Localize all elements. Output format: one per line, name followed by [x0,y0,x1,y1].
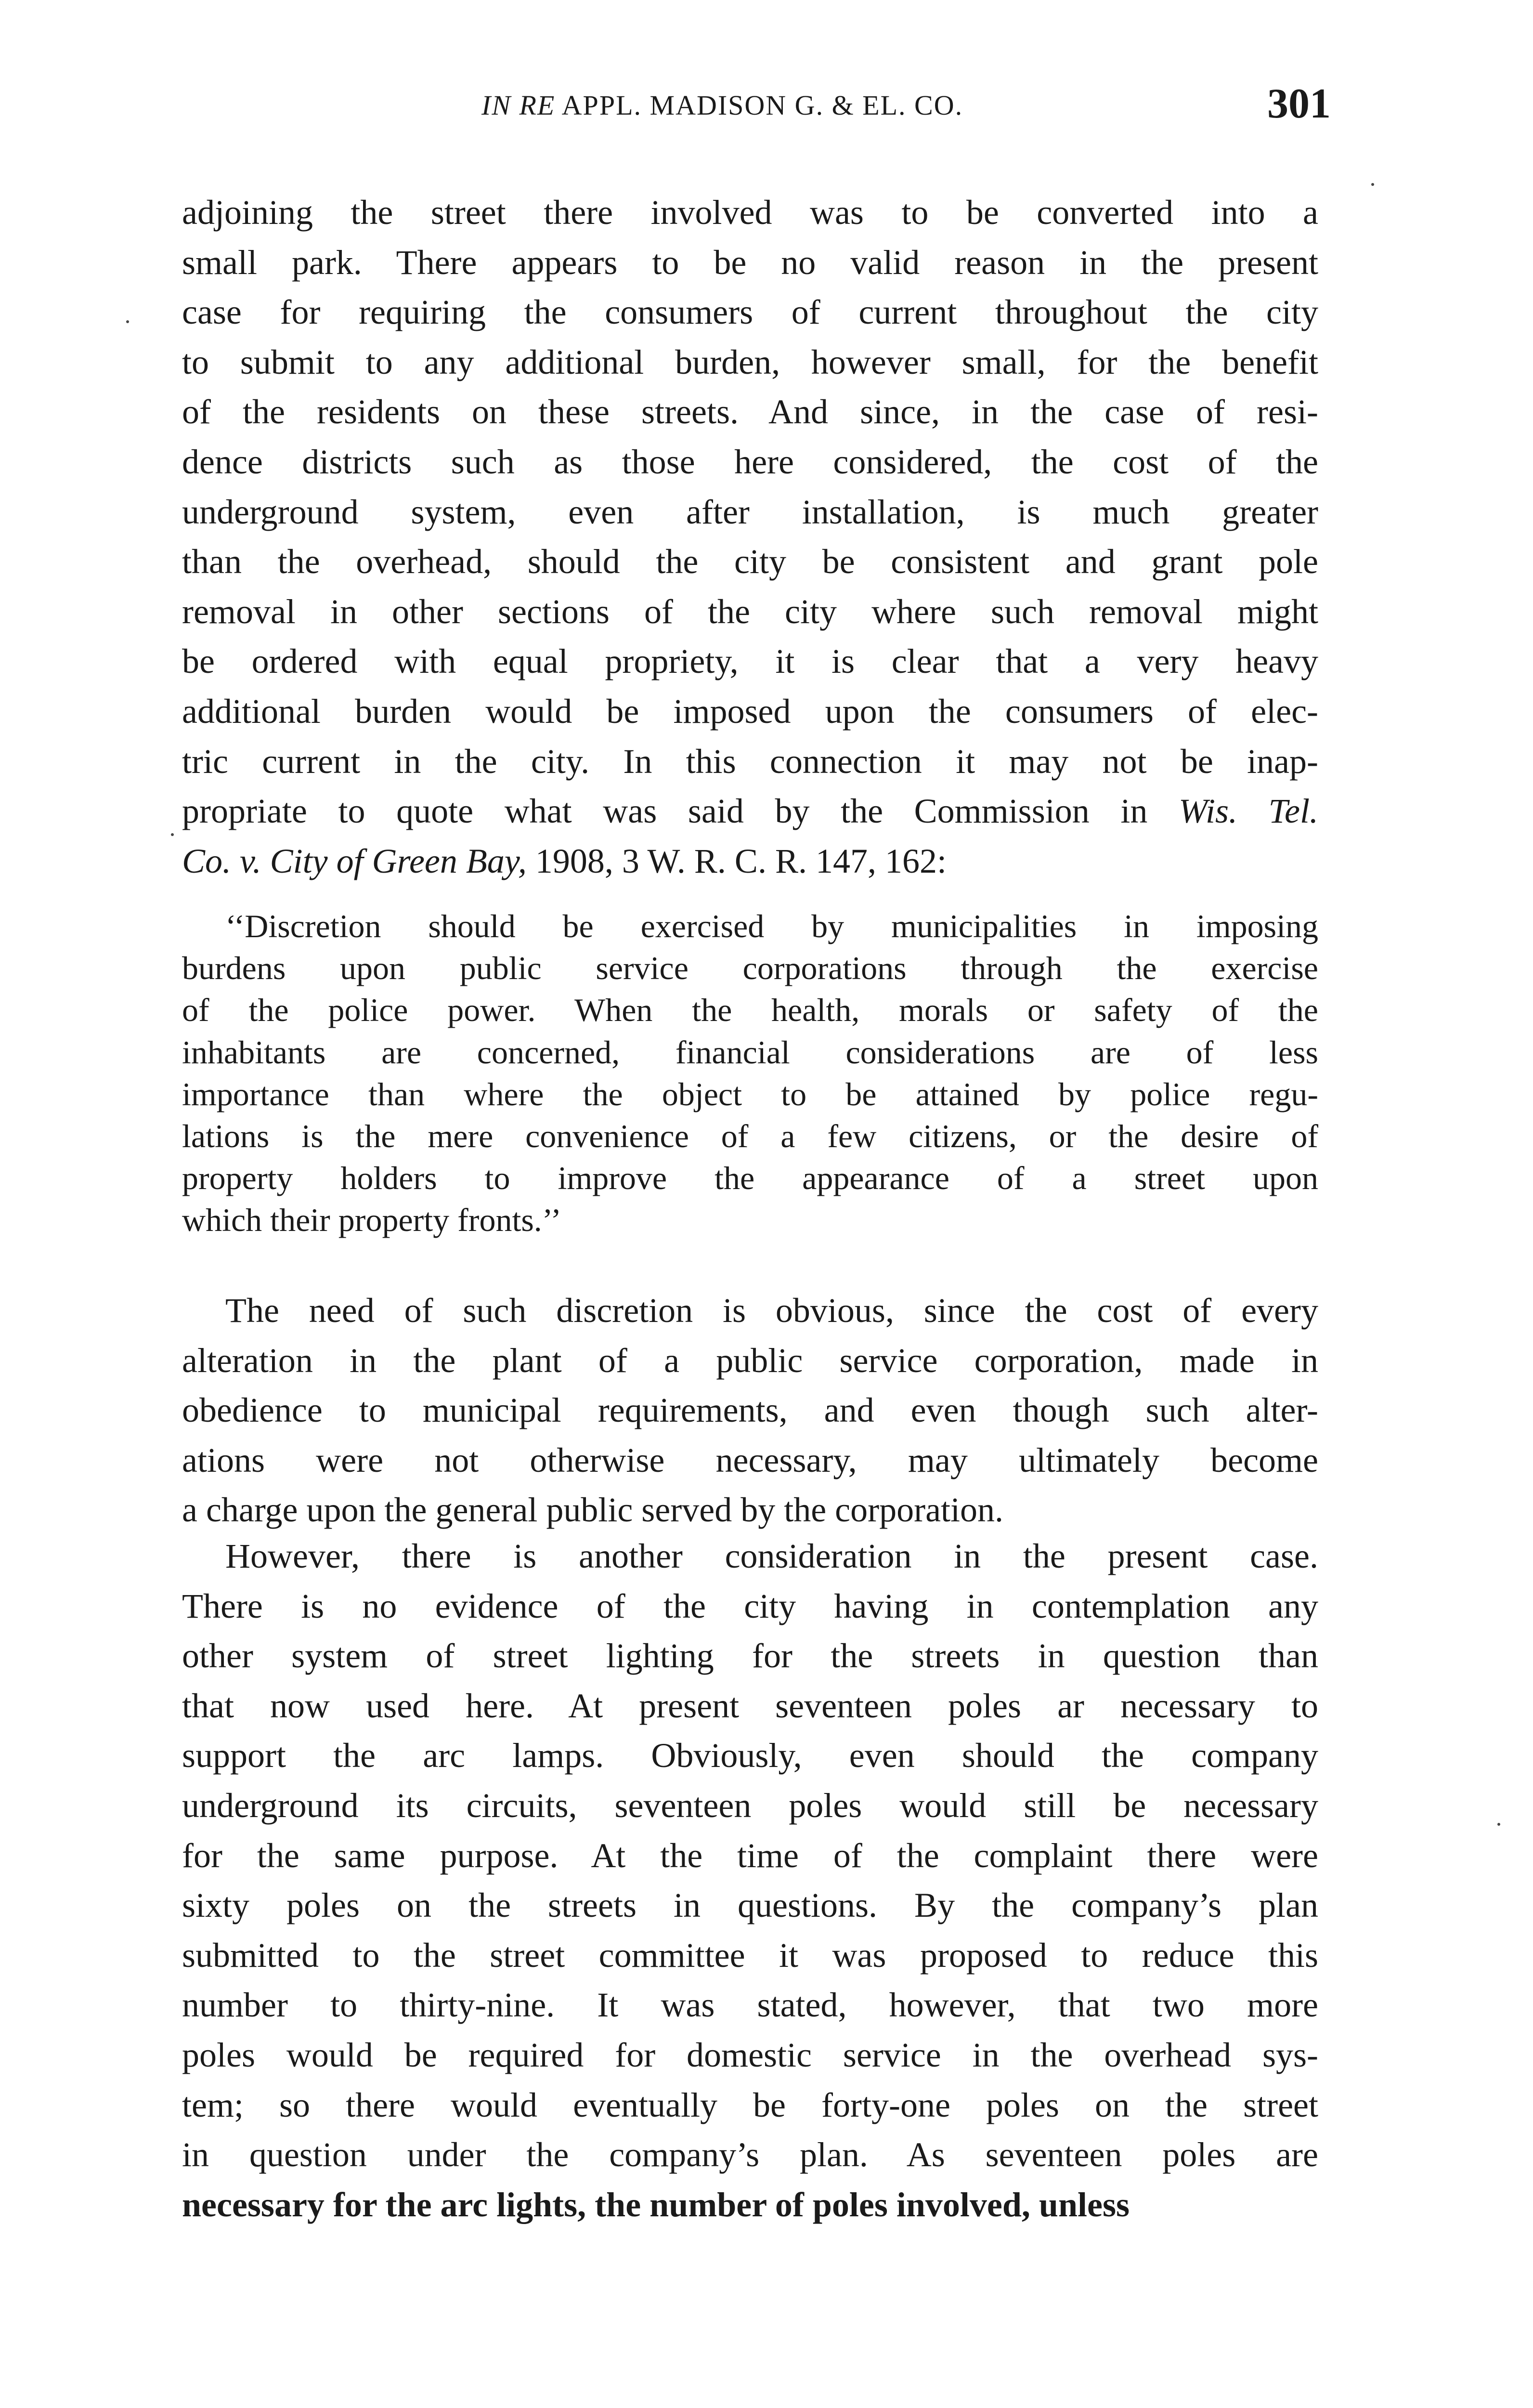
text-line: of the residents on these streets. And since, in the case of resi- [182,393,1318,432]
text-line-citation [182,786,1318,837]
text-line: that now used here. At present seventeen poles ar necessary to [182,1686,1318,1725]
quote-line: burdens upon public service corporations through the exercise [182,950,1318,987]
text-line: removal in other sections of the city where such removal might [182,592,1318,631]
text-line: be ordered with equal propriety, it is clear that a very heavy [182,642,1318,681]
text-line: a charge upon the general public served by the corporation. [182,1491,1004,1530]
text-line: tric current in the city. In this connection it may not be inap- [182,742,1318,781]
print-speck [1371,183,1374,186]
paragraph-1 [182,188,1318,886]
text-line: in question under the company’s plan. As seventeen poles are [182,2135,1318,2174]
paragraph-3 [182,1531,1318,2230]
text-line: necessary for the arc lights, the number of poles involved, unless [182,2185,1130,2224]
text-line: additional burden would be imposed upon the consumers of elec- [182,692,1318,731]
citation-case-part-2: Co. v. City of Green Bay, [182,841,527,880]
text-line: underground its circuits, seventeen poles would still be necessary [182,1786,1318,1825]
quote-line: property holders to improve the appearance of a street upon [182,1160,1318,1197]
block-quote [182,905,1318,1242]
text-line: dence districts such as those here considered, the cost of the [182,442,1318,481]
text-line: case for requiring the consumers of current throughout the city [182,293,1318,332]
text-line: other system of street lighting for the streets in question than [182,1636,1318,1675]
text-line: alteration in the plant of a public service corporation, made in [182,1341,1318,1380]
running-head [481,89,963,121]
print-speck [126,320,129,323]
print-speck [1497,1823,1500,1826]
citation-lead-in: propriate to quote what was said by the Commission in [182,792,1148,831]
quote-line: inhabitants are concerned, financial considerations are of less [182,1034,1318,1071]
page-number: 301 [1267,80,1331,127]
text-line: submitted to the street committee it was proposed to reduce this [182,1936,1318,1975]
running-head-case-name: APPL. MADISON G. & EL. CO. [561,90,963,121]
text-line: sixty poles on the streets in questions. By the company’s plan [182,1886,1318,1925]
text-line: than the overhead, should the city be consistent and grant pole [182,542,1318,581]
citation-case-part-1: Wis. Tel. [1178,792,1319,831]
text-line: ations were not otherwise necessary, may ultimately become [182,1440,1318,1479]
quote-line: of the police power. When the health, morals or safety of the [182,992,1318,1029]
quote-line: ‘‘Discretion should be exercised by municipalities in imposing [225,908,1318,944]
paragraph-2 [182,1286,1318,1535]
text-line: There is no evidence of the city having in contemplation any [182,1586,1318,1625]
text-line: small park. There appears to be no valid reason in the present [182,243,1318,282]
text-line: underground system, even after installation, is much greater [182,492,1318,531]
text-line: for the same purpose. At the time of the complaint there were [182,1836,1318,1875]
text-line: However, there is another consideration in the present case. [225,1537,1318,1575]
quote-line: which their property fronts.’’ [182,1202,562,1239]
running-head-case-prefix: IN RE [481,90,556,121]
text-line: poles would be required for domestic service in the overhead sys- [182,2035,1318,2074]
text-line-citation-end [182,837,1318,887]
text-line: number to thirty-nine. It was stated, however, that two more [182,1986,1318,2025]
text-line: adjoining the street there involved was to be converted into a [182,193,1318,232]
print-speck [171,833,174,836]
quote-line: importance than where the object to be attained by police regu- [182,1075,1318,1112]
text-line: The need of such discretion is obvious, since the cost of every [225,1291,1318,1330]
text-line: obedience to municipal requirements, and even though such alter- [182,1391,1318,1430]
citation-reference: 1908, 3 W. R. C. R. 147, 162: [535,841,947,880]
text-line: tem; so there would eventually be forty-one poles on the street [182,2085,1318,2124]
text-line: support the arc lamps. Obviously, even should the company [182,1736,1318,1775]
text-line: to submit to any additional burden, however small, for the benefit [182,342,1318,381]
quote-line: lations is the mere convenience of a few citizens, or the desire of [182,1118,1318,1155]
